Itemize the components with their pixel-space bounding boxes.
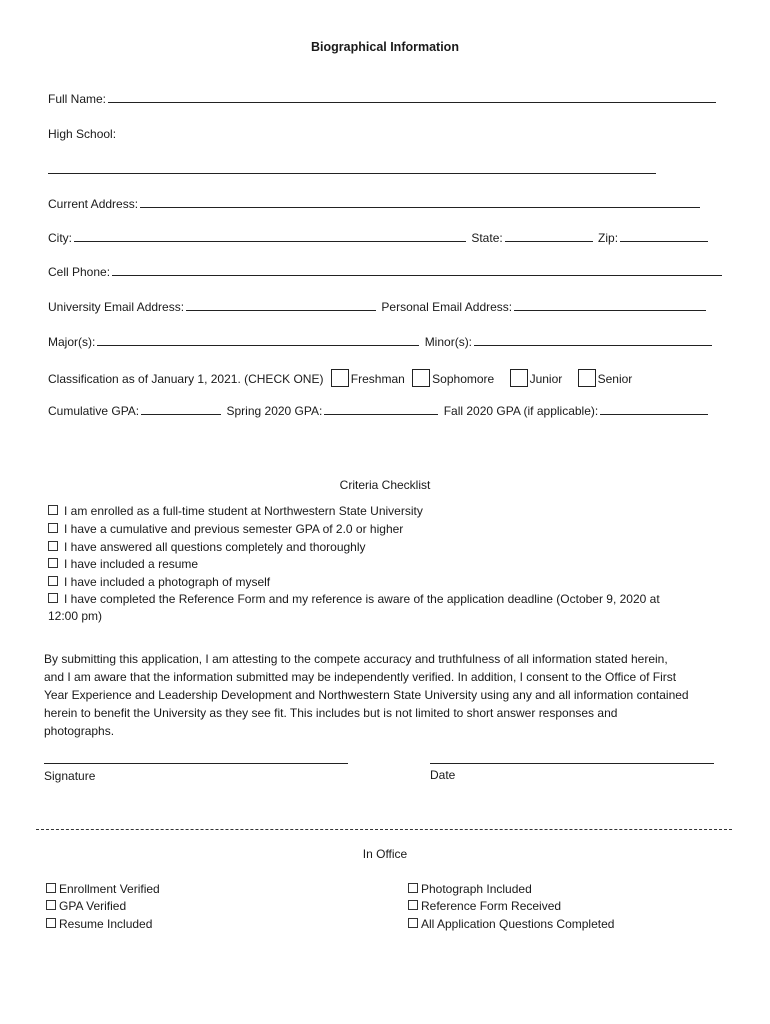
checkbox-icon[interactable] [408,918,418,928]
junior-checkbox[interactable] [510,369,528,387]
senior-checkbox[interactable] [578,369,596,387]
classification-label: Classification as of January 1, 2021. (CHECK ONE) [48,372,324,386]
city-field[interactable] [74,230,466,242]
majors-field[interactable] [97,334,419,346]
checkbox-icon[interactable] [48,593,58,603]
criteria-item: I have included a photograph of myself [48,574,270,590]
checkbox-icon[interactable] [48,558,58,568]
checkbox-icon[interactable] [48,523,58,533]
major-minor-row [48,334,714,350]
office-item: Enrollment Verified [46,881,160,897]
date-line[interactable] [430,763,714,764]
checkbox-icon[interactable] [46,918,56,928]
checkbox-icon[interactable] [408,900,418,910]
criteria-item: I have completed the Reference Form and my reference is aware of the application deadline (October 9, 2020 at [48,591,660,607]
personal-email-field[interactable] [514,299,706,311]
zip-label: Zip: [598,231,619,245]
office-item: GPA Verified [46,898,126,914]
office-item: All Application Questions Completed [408,916,614,932]
full-name-row [48,91,718,107]
city-state-zip-row [48,230,710,246]
cell-phone-label: Cell Phone: [48,265,111,279]
cumulative-gpa-label: Cumulative GPA: [48,404,140,418]
criteria-item: I have answered all questions completely and thoroughly [48,539,366,555]
current-address-label: Current Address: [48,197,139,211]
current-address-row [48,196,702,212]
criteria-heading: Criteria Checklist [339,478,431,492]
freshman-label: Freshman [350,372,405,386]
junior-label: Junior [529,372,563,386]
checkbox-icon[interactable] [48,576,58,586]
spring-gpa-label: Spring 2020 GPA: [226,404,323,418]
high-school-row [48,162,658,178]
minors-label: Minor(s): [424,335,473,349]
page-title: Biographical Information [311,40,459,54]
zip-field[interactable] [620,230,708,242]
date-label: Date [430,768,456,782]
classification-row [48,369,632,387]
gpa-row [48,403,710,419]
criteria-item: I am enrolled as a full-time student at Northwestern State University [48,503,423,519]
office-item: Reference Form Received [408,898,561,914]
signature-line[interactable] [44,763,348,764]
state-label: State: [471,231,503,245]
sophomore-checkbox[interactable] [412,369,430,387]
checkbox-icon[interactable] [46,883,56,893]
fall-gpa-field[interactable] [600,403,708,415]
fall-gpa-label: Fall 2020 GPA (if applicable): [443,404,599,418]
divider [36,829,732,830]
city-label: City: [48,231,72,245]
full-name-field[interactable] [108,91,716,103]
cumulative-gpa-field[interactable] [141,403,221,415]
office-heading: In Office [362,847,408,861]
personal-email-label: Personal Email Address: [381,300,513,314]
criteria-item: I have included a resume [48,556,198,572]
university-email-field[interactable] [186,299,376,311]
cell-phone-field[interactable] [112,264,722,276]
checkbox-icon[interactable] [46,900,56,910]
signature-label: Signature [44,769,96,783]
criteria-item: I have a cumulative and previous semester GPA of 2.0 or higher [48,521,403,537]
current-address-field[interactable] [140,196,700,208]
high-school-label: High School: [48,127,117,141]
office-item: Photograph Included [408,881,532,897]
state-field[interactable] [505,230,593,242]
email-row [48,299,708,315]
university-email-label: University Email Address: [48,300,185,314]
freshman-checkbox[interactable] [331,369,349,387]
checkbox-icon[interactable] [408,883,418,893]
minors-field[interactable] [474,334,712,346]
senior-label: Senior [597,372,633,386]
consent-statement: By submitting this application, I am attesting to the compete accuracy and truthfulness of all information stated herein, and I am aware that the information submitted may be independently verified. In addition, I consent to the Office of First Year Experience and Leadership Development and Northwestern State University using any and all information contained herein to benefit the University as they see fit. This includes but is not limited to short answer responses and photographs. [44,652,689,738]
checkbox-icon[interactable] [48,541,58,551]
high-school-field[interactable] [48,162,656,174]
cell-phone-row [48,264,724,280]
spring-gpa-field[interactable] [324,403,438,415]
checkbox-icon[interactable] [48,505,58,515]
office-item: Resume Included [46,916,152,932]
full-name-label: Full Name: [48,92,107,106]
sophomore-label: Sophomore [432,372,495,386]
criteria-item-continuation: 12:00 pm) [48,609,103,623]
majors-label: Major(s): [48,335,96,349]
